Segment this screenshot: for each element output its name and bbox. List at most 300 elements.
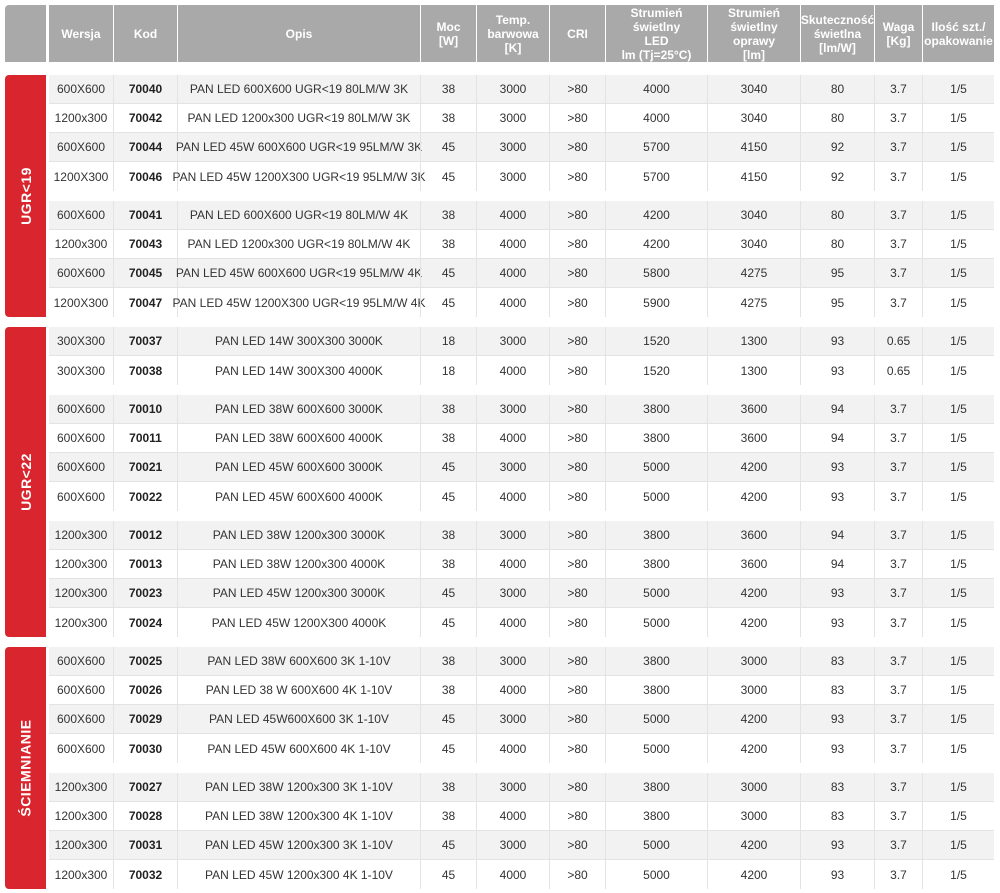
cell-waga: 3.7	[874, 162, 922, 191]
cell-led: 3800	[605, 550, 707, 578]
cell-waga: 3.7	[874, 579, 922, 607]
cell-kod: 70027	[113, 773, 177, 801]
cell-wersja: 600X600	[56, 266, 106, 280]
cell-opis: PAN LED 45W 1200X300 UGR<19 95LM/W 3K	[177, 162, 420, 191]
cell-wersja: 1200x300	[54, 586, 108, 600]
cell-sk: 93	[800, 705, 874, 733]
cell-oprawa: 3600	[707, 521, 800, 549]
cell-led: 5800	[605, 259, 707, 287]
cell-waga: 3.7	[874, 647, 922, 675]
cell-sk: 83	[800, 773, 874, 801]
cell-waga: 3.7	[874, 860, 922, 889]
cell-cri: >80	[549, 831, 605, 859]
cell-opis: PAN LED 45W 600X600 UGR<19 95LM/W 3K	[177, 133, 420, 161]
cell-opis: PAN LED 45W 600X600 4000K	[177, 482, 420, 511]
cell-wersja: 1200X300	[53, 169, 109, 184]
cell-waga: 3.7	[874, 802, 922, 830]
cell-ilosc: 1/5	[922, 395, 994, 423]
cell-wersja: 600X600	[56, 431, 106, 445]
cell-waga: 0.65	[874, 356, 922, 385]
header-strumien-led: Strumień świetlny LED lm (Tj=25°C)	[605, 5, 707, 62]
cell-ilosc: 1/5	[922, 521, 994, 549]
cell-opis: PAN LED 45W 1200x300 4K 1-10V	[177, 860, 420, 889]
cell-opis: PAN LED 14W 300X300 4000K	[177, 356, 420, 385]
table-row	[49, 201, 994, 230]
cell-waga: 3.7	[874, 104, 922, 132]
cell-sk: 94	[800, 550, 874, 578]
cell-wersja: 1200X300	[53, 295, 109, 310]
cell-temp: 3000	[476, 521, 549, 549]
cell-temp: 4000	[476, 802, 549, 830]
cell-ilosc: 1/5	[922, 608, 994, 637]
cell-moc: 38	[420, 230, 476, 258]
cell-oprawa: 4200	[707, 831, 800, 859]
cell-oprawa: 4150	[707, 162, 800, 191]
cell-kod: 70024	[113, 608, 177, 637]
cell-cri: >80	[549, 647, 605, 675]
cell-oprawa: 3000	[707, 647, 800, 675]
cell-moc: 45	[420, 705, 476, 733]
cell-temp: 3000	[476, 395, 549, 423]
cell-moc: 38	[420, 550, 476, 578]
cell-wersja: 600X600	[56, 82, 106, 96]
cell-opis: PAN LED 38 W 600X600 4K 1-10V	[177, 676, 420, 704]
table-row	[49, 608, 994, 637]
cell-waga: 3.7	[874, 773, 922, 801]
cell-kod: 70030	[113, 734, 177, 763]
cell-moc: 45	[420, 162, 476, 191]
cell-kod: 70046	[113, 162, 177, 191]
section-label	[5, 327, 46, 637]
cell-oprawa: 3040	[707, 75, 800, 103]
cell-kod: 70022	[113, 482, 177, 511]
cell-moc: 45	[420, 608, 476, 637]
cell-temp: 4000	[476, 734, 549, 763]
cell-temp: 3000	[476, 453, 549, 481]
cell-ilosc: 1/5	[922, 230, 994, 258]
cell-led: 5000	[605, 734, 707, 763]
cell-led: 4200	[605, 201, 707, 229]
cell-kod: 70013	[113, 550, 177, 578]
header-corner	[5, 5, 46, 62]
cell-wersja: 1200x300	[54, 615, 108, 630]
cell-wersja: 600X600	[56, 712, 106, 726]
table-row	[49, 259, 994, 288]
cell-wersja: 600X600	[56, 208, 106, 222]
cell-sk: 93	[800, 356, 874, 385]
row-group	[49, 75, 994, 191]
cell-wersja: 300X300	[56, 334, 106, 348]
cell-waga: 3.7	[874, 201, 922, 229]
header-strumien-oprawy: Strumień świetlny oprawy [lm]	[707, 5, 800, 62]
cell-temp: 4000	[476, 230, 549, 258]
cell-waga: 3.7	[874, 395, 922, 423]
cell-wersja: 600X600	[56, 741, 106, 756]
cell-moc: 38	[420, 424, 476, 452]
cell-oprawa: 3000	[707, 773, 800, 801]
cell-led: 1520	[605, 327, 707, 355]
cell-oprawa: 4275	[707, 259, 800, 287]
row-group	[49, 521, 994, 637]
table-row	[49, 424, 994, 453]
cell-moc: 38	[420, 104, 476, 132]
cell-kod: 70023	[113, 579, 177, 607]
table-row	[49, 104, 994, 133]
cell-waga: 3.7	[874, 230, 922, 258]
cell-cri: >80	[549, 676, 605, 704]
cell-cri: >80	[549, 259, 605, 287]
table-header	[49, 5, 994, 62]
cell-ilosc: 1/5	[922, 424, 994, 452]
cell-oprawa: 1300	[707, 327, 800, 355]
cell-ilosc: 1/5	[922, 133, 994, 161]
section-label-text: UGR<22	[17, 453, 34, 511]
cell-cri: >80	[549, 521, 605, 549]
cell-opis: PAN LED 45W 1200X300 4000K	[177, 608, 420, 637]
table-row	[49, 831, 994, 860]
cell-oprawa: 3040	[707, 230, 800, 258]
cell-oprawa: 4150	[707, 133, 800, 161]
row-group	[49, 647, 994, 763]
cell-waga: 3.7	[874, 288, 922, 317]
cell-moc: 38	[420, 647, 476, 675]
cell-temp: 3000	[476, 104, 549, 132]
cell-cri: >80	[549, 395, 605, 423]
cell-ilosc: 1/5	[922, 327, 994, 355]
cell-wersja: 1200x300	[54, 809, 108, 823]
cell-waga: 3.7	[874, 676, 922, 704]
cell-moc: 45	[420, 860, 476, 889]
header-skutecznosc: Skuteczność świetlna [lm/W]	[800, 5, 874, 62]
section-label	[5, 75, 46, 317]
cell-led: 1520	[605, 356, 707, 385]
cell-wersja: 1200x300	[54, 780, 108, 794]
cell-sk: 83	[800, 647, 874, 675]
cell-cri: >80	[549, 201, 605, 229]
cell-led: 3800	[605, 676, 707, 704]
cell-cri: >80	[549, 288, 605, 317]
cell-ilosc: 1/5	[922, 104, 994, 132]
row-group	[49, 773, 994, 889]
cell-sk: 93	[800, 831, 874, 859]
cell-led: 5000	[605, 482, 707, 511]
cell-wersja: 600X600	[56, 460, 106, 474]
cell-sk: 94	[800, 424, 874, 452]
cell-kod: 70021	[113, 453, 177, 481]
cell-moc: 45	[420, 288, 476, 317]
row-group	[49, 201, 994, 317]
section-label-text: ŚCIEMNIANIE	[17, 719, 34, 817]
cell-temp: 3000	[476, 327, 549, 355]
table-row	[49, 133, 994, 162]
cell-led: 3800	[605, 395, 707, 423]
cell-moc: 38	[420, 676, 476, 704]
cell-kod: 70025	[113, 647, 177, 675]
cell-waga: 3.7	[874, 550, 922, 578]
cell-opis: PAN LED 1200x300 UGR<19 80LM/W 3K	[177, 104, 420, 132]
cell-kod: 70012	[113, 521, 177, 549]
cell-oprawa: 4200	[707, 453, 800, 481]
cell-kod: 70040	[113, 75, 177, 103]
cell-waga: 3.7	[874, 608, 922, 637]
cell-ilosc: 1/5	[922, 676, 994, 704]
cell-moc: 38	[420, 201, 476, 229]
cell-cri: >80	[549, 75, 605, 103]
cell-opis: PAN LED 38W 600X600 3000K	[177, 395, 420, 423]
cell-led: 4200	[605, 230, 707, 258]
cell-cri: >80	[549, 230, 605, 258]
cell-kod: 70047	[113, 288, 177, 317]
cell-ilosc: 1/5	[922, 802, 994, 830]
cell-moc: 45	[420, 453, 476, 481]
cell-cri: >80	[549, 734, 605, 763]
cell-cri: >80	[549, 104, 605, 132]
cell-kod: 70032	[113, 860, 177, 889]
table-row	[49, 860, 994, 889]
cell-sk: 80	[800, 104, 874, 132]
cell-wersja: 600X600	[56, 489, 106, 504]
table-row	[49, 579, 994, 608]
cell-kod: 70029	[113, 705, 177, 733]
table-row	[49, 521, 994, 550]
header-waga: Waga [Kg]	[874, 5, 922, 62]
cell-opis: PAN LED 45W 1200x300 3000K	[177, 579, 420, 607]
header-temp: Temp. barwowa [K]	[476, 5, 549, 62]
cell-temp: 3000	[476, 75, 549, 103]
cell-oprawa: 4200	[707, 579, 800, 607]
header-cri: CRI	[549, 5, 605, 62]
cell-temp: 3000	[476, 162, 549, 191]
table-row	[49, 288, 994, 317]
cell-temp: 4000	[476, 860, 549, 889]
cell-moc: 45	[420, 734, 476, 763]
cell-cri: >80	[549, 482, 605, 511]
cell-kod: 70038	[113, 356, 177, 385]
table-row	[49, 773, 994, 802]
cell-temp: 3000	[476, 579, 549, 607]
cell-oprawa: 3040	[707, 104, 800, 132]
cell-opis: PAN LED 38W 600X600 3K 1-10V	[177, 647, 420, 675]
cell-waga: 3.7	[874, 482, 922, 511]
cell-oprawa: 3000	[707, 802, 800, 830]
cell-sk: 93	[800, 608, 874, 637]
cell-waga: 3.7	[874, 424, 922, 452]
cell-moc: 45	[420, 133, 476, 161]
cell-cri: >80	[549, 133, 605, 161]
cell-temp: 3000	[476, 705, 549, 733]
cell-wersja: 600X600	[56, 140, 106, 154]
table-row	[49, 802, 994, 831]
cell-cri: >80	[549, 327, 605, 355]
cell-led: 3800	[605, 521, 707, 549]
cell-waga: 3.7	[874, 521, 922, 549]
cell-led: 3800	[605, 647, 707, 675]
cell-waga: 3.7	[874, 831, 922, 859]
header-moc: Moc [W]	[420, 5, 476, 62]
cell-ilosc: 1/5	[922, 288, 994, 317]
cell-waga: 3.7	[874, 734, 922, 763]
cell-temp: 4000	[476, 201, 549, 229]
cell-wersja: 1200x300	[54, 237, 108, 251]
cell-cri: >80	[549, 705, 605, 733]
cell-ilosc: 1/5	[922, 201, 994, 229]
cell-sk: 93	[800, 327, 874, 355]
cell-temp: 4000	[476, 356, 549, 385]
cell-ilosc: 1/5	[922, 579, 994, 607]
cell-cri: >80	[549, 860, 605, 889]
cell-temp: 4000	[476, 259, 549, 287]
header-ilosc: Ilość szt./ opakowanie	[922, 5, 994, 62]
cell-sk: 83	[800, 676, 874, 704]
cell-ilosc: 1/5	[922, 482, 994, 511]
cell-oprawa: 3600	[707, 395, 800, 423]
cell-ilosc: 1/5	[922, 647, 994, 675]
cell-oprawa: 3040	[707, 201, 800, 229]
cell-oprawa: 1300	[707, 356, 800, 385]
cell-temp: 3000	[476, 773, 549, 801]
cell-cri: >80	[549, 802, 605, 830]
cell-cri: >80	[549, 356, 605, 385]
table-row	[49, 482, 994, 511]
cell-kod: 70031	[113, 831, 177, 859]
table-row	[49, 676, 994, 705]
cell-ilosc: 1/5	[922, 356, 994, 385]
cell-sk: 94	[800, 395, 874, 423]
cell-sk: 80	[800, 75, 874, 103]
cell-ilosc: 1/5	[922, 831, 994, 859]
cell-cri: >80	[549, 162, 605, 191]
cell-ilosc: 1/5	[922, 453, 994, 481]
cell-opis: PAN LED 45W 1200x300 3K 1-10V	[177, 831, 420, 859]
cell-temp: 3000	[476, 133, 549, 161]
cell-kod: 70044	[113, 133, 177, 161]
header-wersja: Wersja	[49, 5, 113, 62]
cell-sk: 93	[800, 860, 874, 889]
cell-sk: 92	[800, 133, 874, 161]
cell-wersja: 600X600	[56, 683, 106, 697]
cell-temp: 3000	[476, 647, 549, 675]
cell-wersja: 1200x300	[54, 867, 108, 882]
cell-led: 4000	[605, 75, 707, 103]
cell-moc: 38	[420, 802, 476, 830]
cell-moc: 45	[420, 259, 476, 287]
cell-ilosc: 1/5	[922, 259, 994, 287]
cell-kod: 70042	[113, 104, 177, 132]
cell-opis: PAN LED 38W 1200x300 3K 1-10V	[177, 773, 420, 801]
cell-oprawa: 4200	[707, 860, 800, 889]
cell-opis: PAN LED 38W 1200x300 4000K	[177, 550, 420, 578]
cell-sk: 92	[800, 162, 874, 191]
row-group	[49, 327, 994, 385]
cell-opis: PAN LED 45W 600X600 4K 1-10V	[177, 734, 420, 763]
cell-sk: 80	[800, 201, 874, 229]
table-row	[49, 162, 994, 191]
cell-sk: 93	[800, 579, 874, 607]
cell-cri: >80	[549, 550, 605, 578]
section-label	[5, 647, 46, 889]
cell-wersja: 1200x300	[54, 557, 108, 571]
cell-waga: 3.7	[874, 259, 922, 287]
cell-sk: 93	[800, 482, 874, 511]
cell-moc: 38	[420, 521, 476, 549]
cell-wersja: 1200x300	[54, 528, 108, 542]
cell-moc: 45	[420, 831, 476, 859]
cell-oprawa: 4200	[707, 482, 800, 511]
cell-wersja: 600X600	[56, 654, 106, 668]
cell-led: 5000	[605, 453, 707, 481]
cell-led: 5000	[605, 608, 707, 637]
cell-kod: 70043	[113, 230, 177, 258]
cell-opis: PAN LED 45W 600X600 3000K	[177, 453, 420, 481]
cell-moc: 38	[420, 773, 476, 801]
cell-temp: 4000	[476, 550, 549, 578]
cell-sk: 95	[800, 259, 874, 287]
cell-sk: 93	[800, 453, 874, 481]
cell-led: 5900	[605, 288, 707, 317]
table-row	[49, 647, 994, 676]
table-row	[49, 734, 994, 763]
cell-kod: 70045	[113, 259, 177, 287]
cell-waga: 3.7	[874, 705, 922, 733]
cell-cri: >80	[549, 579, 605, 607]
cell-opis: PAN LED 600X600 UGR<19 80LM/W 4K	[177, 201, 420, 229]
cell-moc: 45	[420, 482, 476, 511]
cell-oprawa: 3600	[707, 424, 800, 452]
cell-opis: PAN LED 600X600 UGR<19 80LM/W 3K	[177, 75, 420, 103]
cell-cri: >80	[549, 608, 605, 637]
cell-temp: 4000	[476, 288, 549, 317]
cell-kod: 70011	[113, 424, 177, 452]
cell-waga: 3.7	[874, 75, 922, 103]
cell-opis: PAN LED 38W 1200x300 3000K	[177, 521, 420, 549]
cell-opis: PAN LED 14W 300X300 3000K	[177, 327, 420, 355]
cell-kod: 70037	[113, 327, 177, 355]
cell-moc: 18	[420, 356, 476, 385]
cell-ilosc: 1/5	[922, 773, 994, 801]
cell-moc: 38	[420, 395, 476, 423]
cell-led: 5000	[605, 579, 707, 607]
cell-led: 5700	[605, 133, 707, 161]
header-kod: Kod	[113, 5, 177, 62]
cell-moc: 18	[420, 327, 476, 355]
header-opis: Opis	[177, 5, 420, 62]
cell-sk: 94	[800, 521, 874, 549]
cell-oprawa: 4200	[707, 705, 800, 733]
cell-opis: PAN LED 38W 600X600 4000K	[177, 424, 420, 452]
cell-oprawa: 3000	[707, 676, 800, 704]
cell-wersja: 1200x300	[54, 111, 108, 125]
cell-led: 4000	[605, 104, 707, 132]
cell-oprawa: 4275	[707, 288, 800, 317]
cell-ilosc: 1/5	[922, 705, 994, 733]
cell-led: 3800	[605, 773, 707, 801]
cell-opis: PAN LED 45W600X600 3K 1-10V	[177, 705, 420, 733]
row-group	[49, 395, 994, 511]
table-row	[49, 705, 994, 734]
cell-led: 5000	[605, 705, 707, 733]
table-row	[49, 75, 994, 104]
table-row	[49, 395, 994, 424]
cell-ilosc: 1/5	[922, 162, 994, 191]
cell-kod: 70041	[113, 201, 177, 229]
cell-kod: 70010	[113, 395, 177, 423]
cell-sk: 95	[800, 288, 874, 317]
cell-led: 5700	[605, 162, 707, 191]
cell-waga: 0.65	[874, 327, 922, 355]
table-row	[49, 356, 994, 385]
table-row	[49, 327, 994, 356]
cell-ilosc: 1/5	[922, 734, 994, 763]
